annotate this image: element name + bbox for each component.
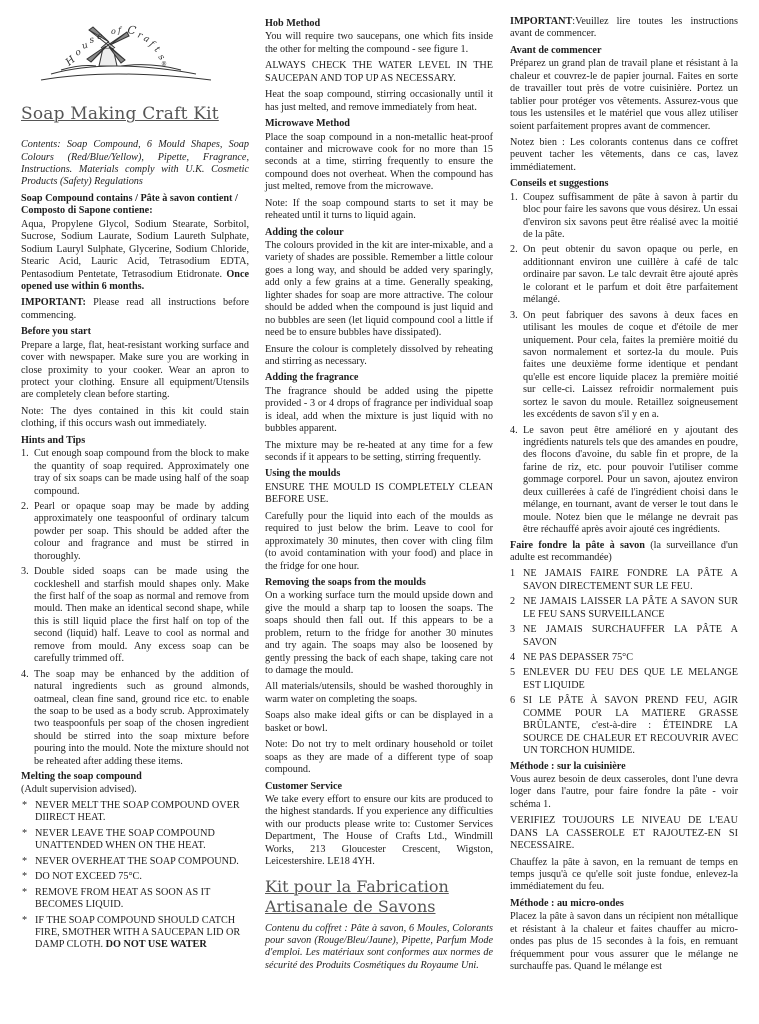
melting-heading: Melting the soap compound <box>21 771 142 783</box>
svg-text:C: C <box>126 23 138 38</box>
before-heading: Before you start <box>21 326 91 338</box>
list-item: * NEVER LEAVE THE SOAP COMPOUND UNATTENDED WHEN ON THE HEAT. <box>22 827 215 852</box>
remove-heading: Removing the soaps from the moulds <box>265 576 426 588</box>
list-item: * DO NOT EXCEED 75°C. <box>22 871 142 883</box>
microwave-note: Note: If the soap compound starts to set it may be reheated until it turns to liquid again. <box>265 197 493 222</box>
hob-text: You will require two saucepans, one which fits inside the other for melting the compound - see figure 1. <box>265 31 493 55</box>
service-heading: Customer Service <box>265 780 343 792</box>
before-text: Prepare a large, flat, heat-resistant working surface and cover with newspaper. Make sure you are working in close proximity to your cooker. Wear an apron to protect your clothing. Ensure all equipment/Utensils are completely clean before starting. <box>21 339 249 401</box>
service-text: We take every effort to ensure our kits are produced to the highest standards. If you experience any difficulties with our products please write to: Customer Services Department, The House of Crafts Ltd., Windmill Works, 213 Gloucester Crescent, Wigston, Leicestershire. LE18 4YH. <box>265 793 493 868</box>
colour-text: The colours provided in the kit are inter-mixable, and a variety of shades are possible. Remember a little colour goes a long way, and should be added very sparingly, add only a few grains at a time. Generally speaking, lighter shades for soap are more attractive. The colour should be added when the compound is just liquid and no bubbles are seen (let liquid compound cool a little if need be to ensure bubbles have dissipated). <box>265 240 493 339</box>
list-item: * NEVER OVERHEAT THE SOAP COMPOUND. <box>22 855 239 867</box>
list-item: 1. Coupez suffisamment de pâte à savon à partir du bloc pour faire les savons que vous désirez. Un essai d'environ six savons peut être réalisé avec la moitié de la pâte. <box>510 191 738 240</box>
svg-text:o: o <box>111 27 116 36</box>
remove-text: On a working surface turn the mould upside down and give the mould a sharp tap to loosen the soaps. The soaps should then fall out. If this appears to be a problem, return to the fridge for another 30 minutes and try again. The soaps may also be loosened by gently pressing the back of each shape, taking care not to damage the mould. <box>265 590 493 676</box>
list-item: 4. The soap may be enhanced by the addition of natural ingredients such as ground almonds, oatmeal, clean fine sand, ground rice etc. to enable the soap to be used as a body scrub. Approximately two teaspoonfuls per soap of the chosen ingredient should be stirred into the soap mixture before pouring into the mould. Note the mixture should not be reheated after adding these items. <box>21 668 249 767</box>
svg-text:s: s <box>155 52 167 63</box>
remove-text-4: Note: Do not try to melt ordinary household or toilet soaps as they are made of a different type of soap compound. <box>265 739 493 776</box>
melting-subtext: (Adult supervision advised). <box>21 783 137 795</box>
list-item: * IF THE SOAP COMPOUND SHOULD CATCH FIRE, SMOTHER WITH A SAUCEPAN LID OR DAMP CLOTH. DO NOT USE WATER <box>22 914 241 951</box>
moulds-text: Carefully pour the liquid into each of the moulds as required to just below the brim. Leave to cool for approximately 30 minutes, then cover with cling film (to avoid contamination with your food) and place in the fridge for one hour. <box>265 510 493 572</box>
svg-text:o: o <box>73 47 84 59</box>
house-of-crafts-logo <box>21 18 221 90</box>
svg-text:®: ® <box>161 61 167 68</box>
svg-text:a: a <box>141 33 152 46</box>
avant-text: Préparez un grand plan de travail plane et résistant à la chaleur et couvrez-le de papier journal. Faites en sorte de travailler tout près de votre cuisinière. Portez un tablier pour protéger vos vêtements. Assurez-vous que tous les ustensiles et le matériel que vous allez utiliser soient parfaitement propres avant de commencer. <box>510 58 738 132</box>
column-english-1 <box>21 16 249 955</box>
list-item: 3 NE JAMAIS SURCHAUFFER LA PÂTE A SAVON <box>510 624 738 648</box>
list-item: * REMOVE FROM HEAT AS SOON AS IT BECOMES LIQUID. <box>22 886 211 911</box>
list-item: 6 SI LE PÂTE À SAVON PREND FEU, AGIR COMME POUR LA MATIERE GRASSE BRÛLANTE, c'est-à-dire : ÉTEINDRE LA SOURCE DE CHALEUR ET RECOUVRIR AVEC UN TORCHON HUMIDE. <box>510 695 738 757</box>
french-important: IMPORTANT:Veuillez lire toutes les instructions avant de commencer. <box>510 16 738 40</box>
cuisiniere-text-2: Chauffez la pâte à savon, en la remuant de temps en temps jusqu'à ce qu'elle soit juste fondue, enlevez-la immédiatement du feu. <box>510 856 738 893</box>
svg-text:s: s <box>88 35 96 46</box>
column-french <box>510 16 738 978</box>
conseils-list <box>510 192 738 537</box>
moulds-caps: ENSURE THE MOULD IS COMPLETELY CLEAN BEFORE USE. <box>265 481 493 506</box>
avant-heading: Avant de commencer <box>510 44 602 56</box>
svg-text:e: e <box>97 32 103 42</box>
list-item: 1. Cut enough soap compound from the block to make the quantity of soap required. Approximately one tray of six soaps can be made using half of the soap compound. <box>21 448 249 497</box>
list-item: 5 ENLEVER DU FEU DES QUE LE MELANGE EST LIQUIDE <box>510 667 738 691</box>
conseils-heading: Conseils et suggestions <box>510 178 609 190</box>
cuisiniere-text: Vous aurez besoin de deux casseroles, dont l'une devra loger dans l'autre, pour faire fondre la pâte - voir schéma 1. <box>510 773 738 810</box>
svg-text:u: u <box>80 40 90 52</box>
contents-text: Contents: Soap Compound, 6 Mould Shapes, Soap Colours (Red/Blue/Yellow), Pipette, Fragrance, Instructions. Materials comply with U.K. Cosmetic Products (Safety) Regulations <box>21 139 249 188</box>
faire-heading: Faire fondre la pâte à savon (la surveillance d'un adulte est recommandée) <box>510 539 738 563</box>
kit-title: Soap Making Craft Kit <box>21 104 219 125</box>
microwave-text: Place the soap compound in a non-metallic heat-proof container and microwave cook for no more than 15 seconds at a time, stirring frequently to ensure the compound does not overheat. When the compound has just melted, remove from the microwave. <box>265 131 493 193</box>
fragrance-heading: Adding the fragrance <box>265 372 359 384</box>
svg-text:H: H <box>63 54 78 69</box>
svg-text:f: f <box>147 39 156 50</box>
ingredients-text: Aqua, Propylene Glycol, Sodium Stearate, Sorbitol, Sucrose, Sodium Laurate, Sodium Laureth Sulphate, Sodium Lauryl Sulphate, Glycerine, Sodium Chloride, Stearic Acid, Lauric Acid, Tetrasodium EDTA, Pentasodium Pentetate, Tetrasodium Etidronate. Once opened use within 6 months. <box>21 218 250 292</box>
column-english-2 <box>265 16 493 976</box>
list-item: 2. Pearl or opaque soap may be made by adding approximately one teaspoonful of ordinary talcum powder per soap. This should be added after the colour and fragrance and must be stirred in thoroughly. <box>21 500 249 562</box>
hints-list <box>21 448 249 768</box>
list-item: 4. Le savon peut être amélioré en y ajoutant des ingrédients naturels tels que des amandes en poudre, des flocons d'avoine, du sable fin et propre, de la farine de riz, etc. pour pouvoir l'utiliser comme gommage corporel. Pour un savon, ajoutez environ deux cuillerées à café de l'ingrédient choisi dans le mélange, en tournant, avant de verser le tout dans le moule. Notez bien que le mélange ne devrait pas être réchauffé après avoir ajouté ces ingrédients. <box>510 424 738 536</box>
list-item: 1 NE JAMAIS FAIRE FONDRE LA PÂTE A SAVON DIRECTEMENT SUR LE FEU. <box>510 568 738 592</box>
colour-text-2: Ensure the colour is completely dissolved by reheating and stirring as necessary. <box>265 343 493 367</box>
fragrance-text: The fragrance should be added using the pipette provided - 3 or 4 drops of fragrance per individual soap is ideal, add when the mixture is just liquid with no bubbles apparent. <box>265 385 493 435</box>
cuisiniere-caps: VERIFIEZ TOUJOURS LE NIVEAU DE L'EAU DANS LA CASSEROLE ET RAJOUTEZ-EN SI NECESSAIRE. <box>510 815 738 852</box>
notez-text: Notez bien : Les colorants contenus dans ce coffret peuvent tacher les vêtements, dans ce cas, lavez immédiatement. <box>510 136 738 173</box>
hob-caps: ALWAYS CHECK THE WATER LEVEL IN THE SAUCEPAN AND TOP UP AS NECESSARY. <box>265 60 493 84</box>
svg-text:r: r <box>135 30 144 42</box>
hob-heading: Hob Method <box>265 18 321 29</box>
svg-text:f: f <box>118 26 121 35</box>
list-item: 3. On peut fabriquer des savons à deux faces en utilisant les moules de coque et d'étoile de mer uniquement. Pour cela, faites la première moitié du savon normalement et sortez-la du moule. Puis faites une deuxième forme identique et pendant qu'elle est encore liquide placez la première moitié sur celle-ci. Laissez refroidir normalement puis sortez le savon du moule. Retaillez soigneusement les excédents de savon s'il y en a. <box>510 309 738 421</box>
remove-text-2: All materials/utensils, should be washed thoroughly in warm water on completing the soaps. <box>265 681 493 705</box>
list-item: 2. On peut obtenir du savon opaque ou perle, en additionnant environ une cuillère à café de talc ordinaire par savon. Le talc devrait être ajouté après le colorant et le parfum et doit être parfaitement mélangé. <box>510 244 738 306</box>
hints-heading: Hints and Tips <box>21 434 86 446</box>
microwave-heading: Microwave Method <box>265 118 350 130</box>
moulds-heading: Using the moulds <box>265 468 341 480</box>
hob-text-2: Heat the soap compound, stirring occasionally until it has just melted, and remove immediately from heat. <box>265 89 493 113</box>
faire-list <box>510 568 738 757</box>
list-item: * NEVER MELT THE SOAP COMPOUND OVER DIIRECT HEAT. <box>22 800 240 824</box>
list-item: 3. Double sided soaps can be made using the cockleshell and starfish mould shapes only. Make the first half of the soap as normal and remove from mould. Then make an identical second shape, while this is still liquid place the first half on top of the second (liquid) half. Leave to cool as normal and remove from mould. Any excess soap can be carefully trimmed off. <box>21 566 249 665</box>
list-item: 4 NE PAS DEPASSER 75°C <box>510 652 634 663</box>
french-title: Kit pour la Fabrication Artisanale de Savons <box>265 876 449 916</box>
cuisiniere-heading: Méthode : sur la cuisinière <box>510 760 626 772</box>
micro-ondes-text: Placez la pâte à savon dans un récipient non métallique et résistant à la chaleur et faites chauffer au micro-ondes pas plus de 15 secondes à la fois, en remuant fréquemment pour vous assurer que le mélange ne surchauffe pas. Quand le mélange est <box>510 911 738 973</box>
important-text: IMPORTANT: Please read all instructions before commencing. <box>21 297 249 321</box>
note-text: Note: The dyes contained in this kit could stain clothing, if this occurs wash out immediately. <box>21 405 249 430</box>
warnings-list <box>21 800 249 952</box>
micro-ondes-heading: Méthode : au micro-ondes <box>510 897 624 909</box>
fragrance-text-2: The mixture may be re-heated at any time for a few seconds if it appears to be setting, stirring frequently. <box>265 439 493 463</box>
list-item: 2 NE JAMAIS LAISSER LA PÂTE A SAVON SUR LE FEU SANS SURVEILLANCE <box>510 596 738 620</box>
compound-heading: Soap Compound contains / Pâte à savon contient / Composto di Sapone contiene: <box>21 192 238 217</box>
french-contents: Contenu du coffret : Pâte à savon, 6 Moules, Colorants pour savon (Rouge/Bleu/Jaune), Pipette, Parfum Mode d'emploi. Les matériaux sont conformes aux normes de sécurité des Produits Cosmétiques du Royaume Uni. <box>265 922 493 971</box>
svg-text:t: t <box>151 44 162 55</box>
remove-text-3: Soaps also make ideal gifts or can be displayed in a basket or bowl. <box>265 710 493 734</box>
colour-heading: Adding the colour <box>265 226 344 238</box>
